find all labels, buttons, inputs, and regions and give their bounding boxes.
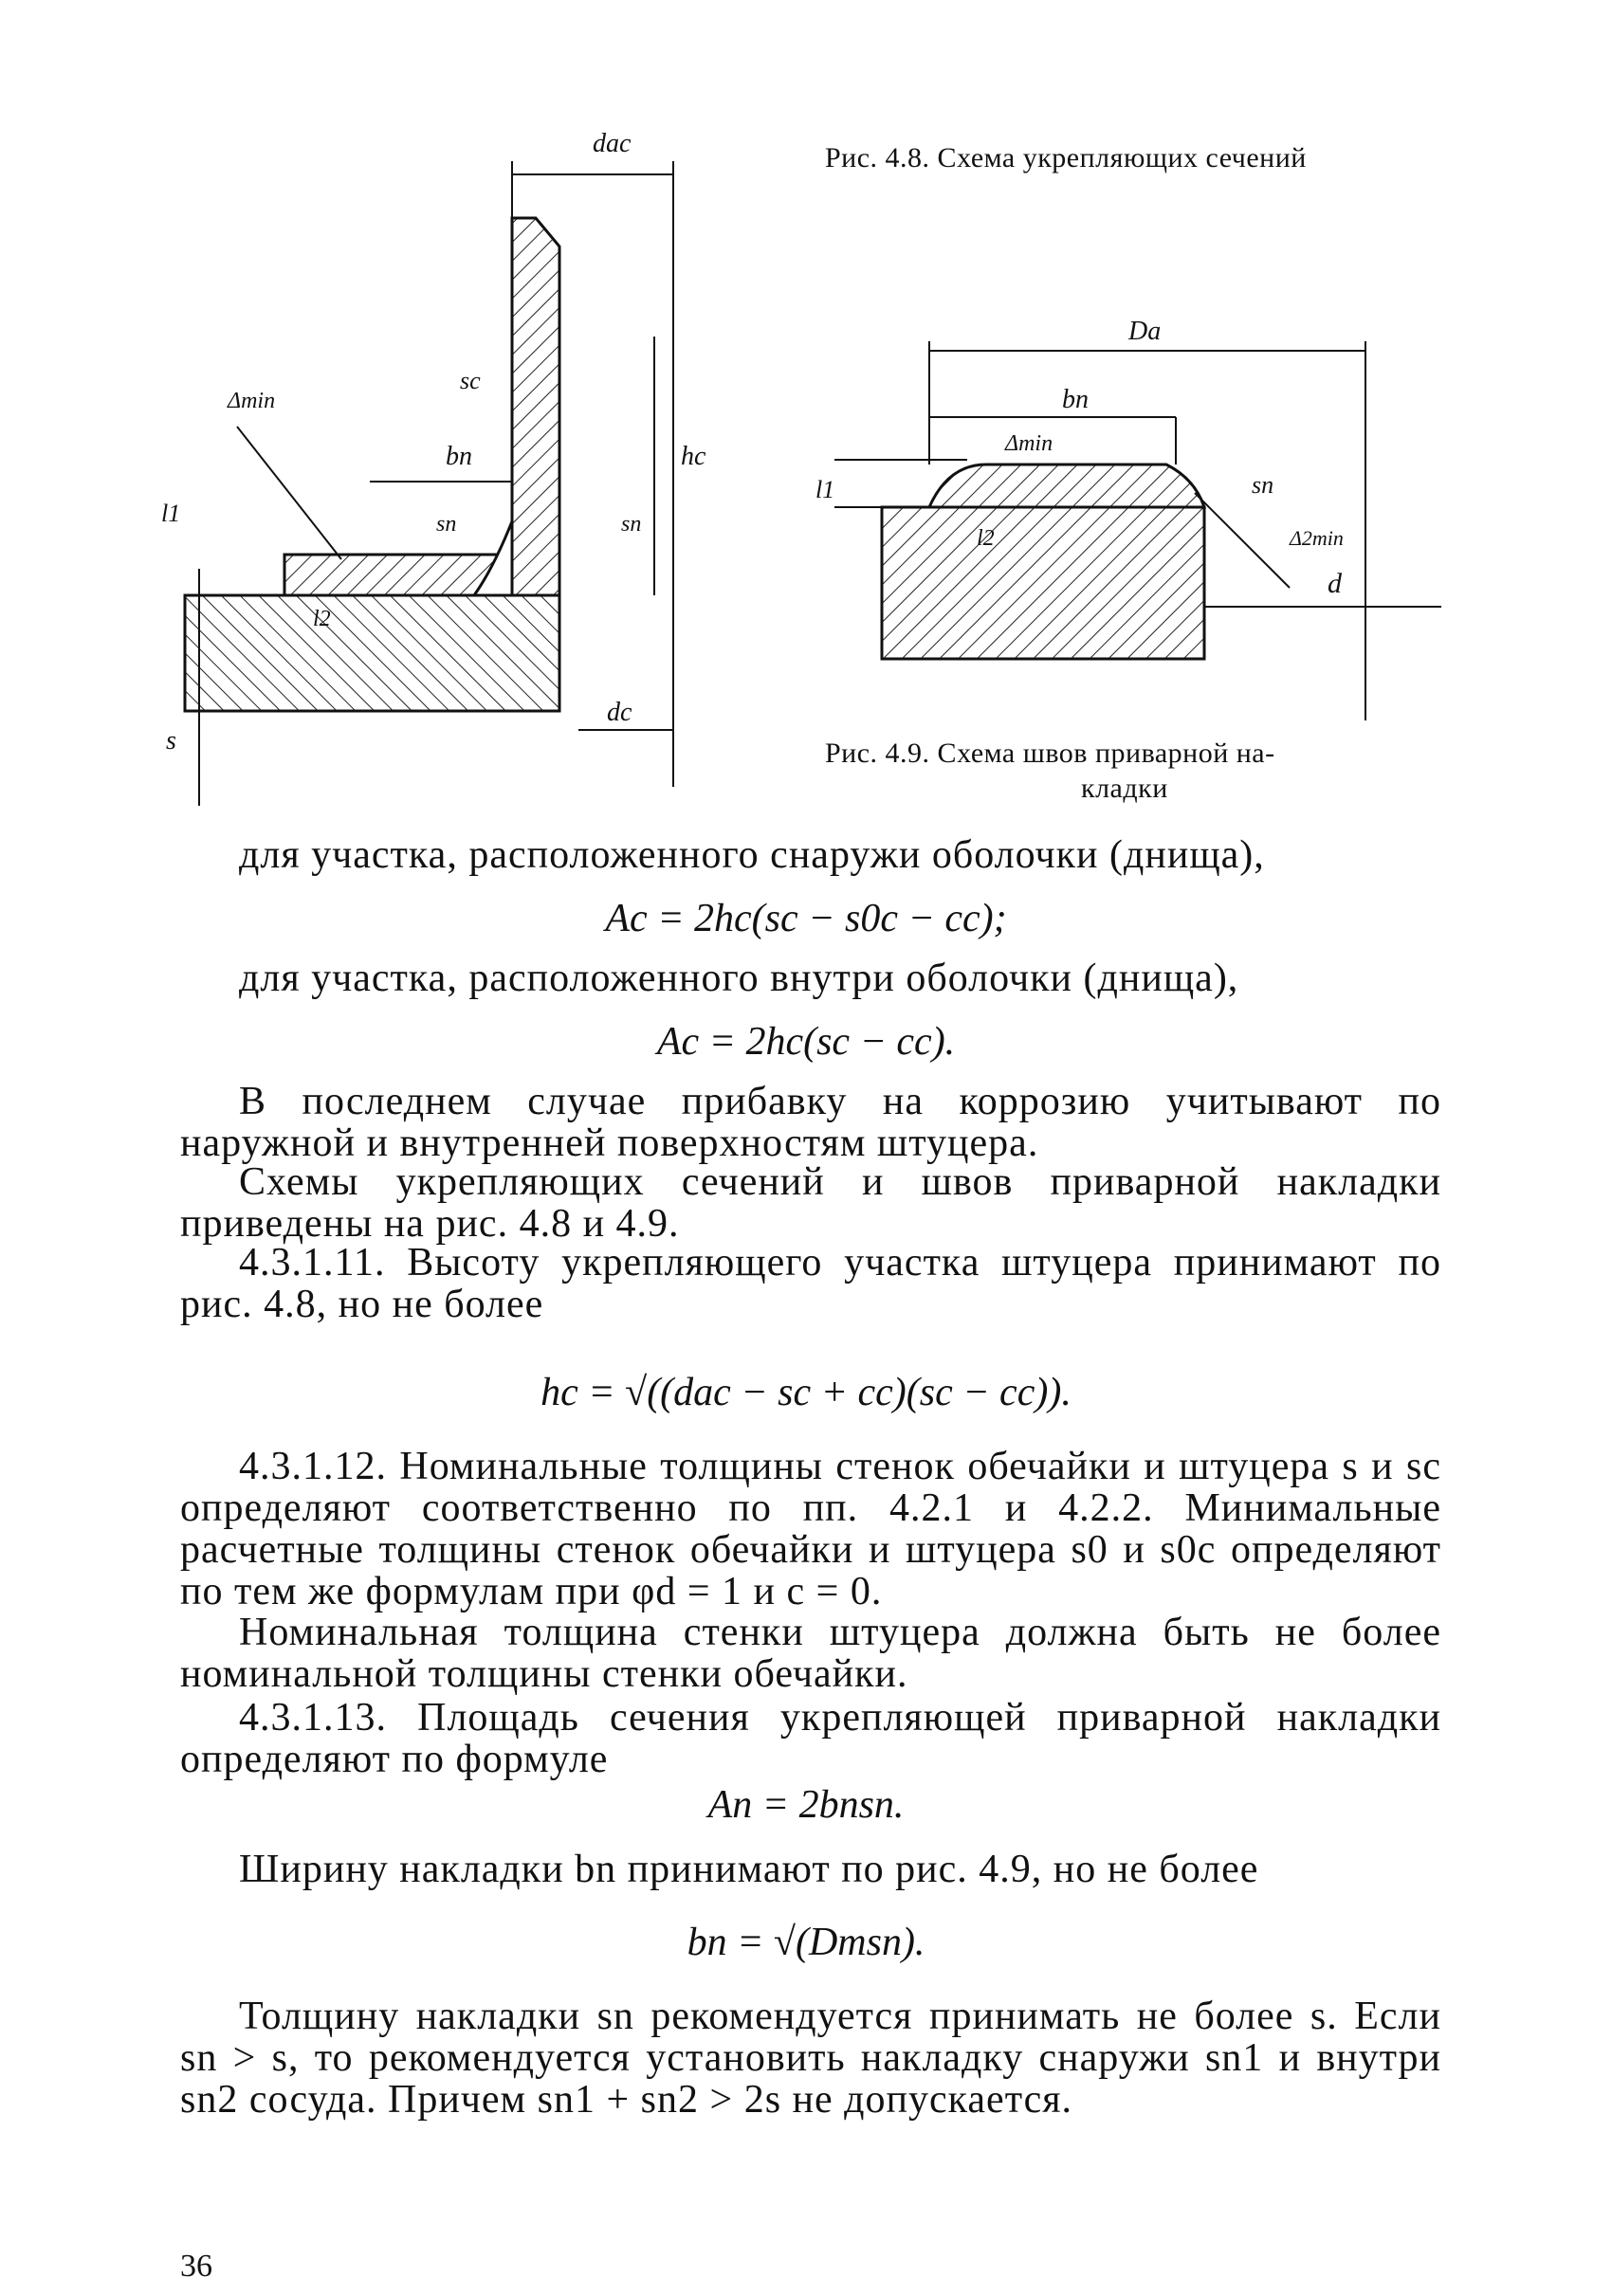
formula-2: Ac = 2hc(sc − cc). [656,1020,956,1064]
label-s-c: sc [460,367,481,394]
paragraph-7: Номинальная толщина стенки штуцера должна быть не более номинальной толщины стенки обечайки. [180,1611,1441,1696]
fig49-caption-line1: Рис. 4.9. Схема швов приварной на- [825,738,1275,769]
shell-plate [185,595,559,711]
label-d: d [1328,568,1342,599]
label-l1: l1 [161,500,181,527]
label-D-a: Da [1128,317,1162,346]
page-number: 36 [180,2249,212,2284]
paragraph-3: В последнем случае прибавку на коррозию учитывают по наружной и внутренней поверхностям штуцера. [180,1080,1441,1165]
paragraph-5: 4.3.1.11. Высоту укрепляющего участка штуцера принимают по рис. 4.8, но не более [180,1241,1441,1326]
label-b-n: bn [1062,385,1089,414]
paragraph-6: 4.3.1.12. Номинальные толщины стенок обечайки и штуцера s и sc определяют соответственно по пп. 4.2.1 и 4.2.2. Минимальные расчетные толщины стенок обечайки и штуцера s0 и s0c определяют по тем же формулам при φd = 1 и c = 0. [180,1445,1441,1613]
label-s: s [166,726,176,756]
nozzle-wall [512,218,559,595]
fig48-caption: Рис. 4.8. Схема укрепляющих сечений [825,142,1307,173]
figure-4-8 [161,123,730,806]
label-l2: l2 [977,526,995,551]
paragraph-9: Ширину накладки bn принимают по рис. 4.9, но не более [239,1848,1259,1891]
label-l1: l1 [815,476,835,503]
label-delta-min: Δmin [228,389,276,413]
formula-3: hc = √((dac − sc + cc)(sc − cc)). [540,1371,1072,1414]
label-s-n: sn [436,512,457,537]
label-d-c: dc [607,698,632,727]
paragraph-1: для участка, расположенного снаружи оболочки (днища), [239,833,1265,877]
label-h-c: hc [681,442,706,471]
label-delta-2min: Δ2min [1290,526,1344,550]
label-l2: l2 [313,607,331,631]
paragraph-8: 4.3.1.13. Площадь сечения укрепляющей приварной накладки определяют по формуле [180,1696,1441,1781]
formula-5: bn = √(Dmsn). [687,1921,925,1964]
label-b-n: bn [446,442,472,471]
paragraph-4: Схемы укрепляющих сечений и швов приварной накладки приведены на рис. 4.8 и 4.9. [180,1160,1441,1246]
pad [929,465,1204,507]
fig49-caption-line2: кладки [1081,773,1168,804]
label-s-n: sn [1252,471,1274,499]
label-s-n-right: sn [621,512,642,537]
formula-4: An = 2bnsn. [707,1783,905,1827]
figure-4-9 [815,313,1441,720]
label-d-ac: dac [593,129,632,158]
paragraph-10: Толщину накладки sn рекомендуется принимать не более s. Если sn > s, то рекомендуется установить накладку снаружи sn1 и внутри sn2 сосуда. Причем sn1 + sn2 > 2s не допускается. [180,1995,1441,2122]
formula-1: Ac = 2hc(sc − s0c − cc); [605,897,1007,940]
paragraph-2: для участка, расположенного внутри оболочки (днища), [239,957,1239,1000]
label-delta-min: Δmin [1005,431,1053,456]
shell-plate [882,507,1204,659]
